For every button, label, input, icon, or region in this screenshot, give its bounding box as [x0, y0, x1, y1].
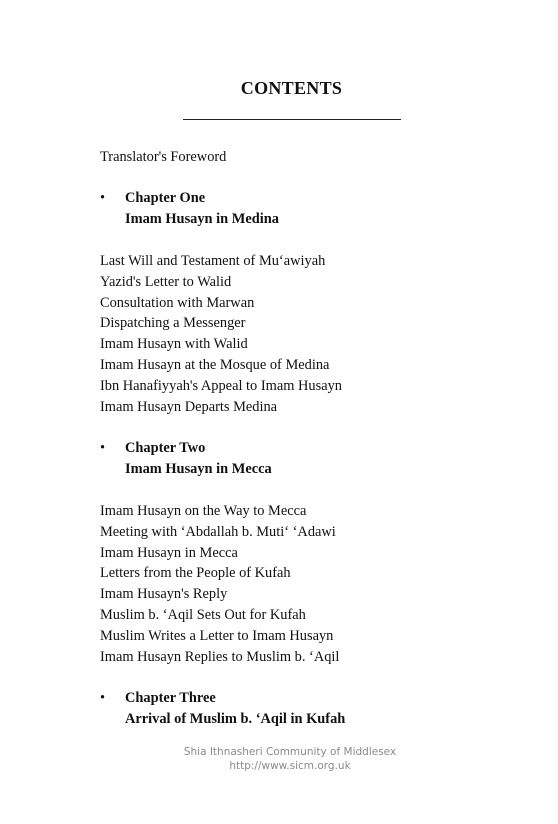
section-entry: Imam Husayn Replies to Muslim b. ‘Aqil	[100, 648, 340, 665]
chapter-title: Chapter Two	[125, 440, 206, 456]
chapter-subtitle: Arrival of Muslim b. ‘Aqil in Kufah	[125, 710, 346, 727]
section-entry: Imam Husayn on the Way to Mecca	[100, 503, 307, 519]
chapter-subtitle: Imam Husayn in Medina	[125, 210, 279, 227]
section-entry: Muslim Writes a Letter to Imam Husayn	[100, 627, 334, 644]
chapter-subtitle: Imam Husayn in Mecca	[125, 460, 272, 477]
chapter-title: Chapter Three	[125, 690, 216, 706]
section-entry: Yazid's Letter to Walid	[100, 273, 232, 290]
bullet-icon: •	[100, 190, 106, 206]
bullet-icon: •	[100, 440, 106, 456]
bullet-icon: •	[100, 690, 106, 706]
chapter-title: Chapter One	[125, 190, 206, 206]
title-underline	[183, 119, 401, 120]
section-entry: Consultation with Marwan	[100, 294, 255, 311]
section-entry: Imam Husayn Departs Medina	[100, 398, 278, 415]
section-entry: Imam Husayn in Mecca	[100, 544, 238, 561]
section-entry: Dispatching a Messenger	[100, 315, 246, 332]
footer-url[interactable]: http://www.sicm.org.uk	[229, 760, 351, 772]
section-entry: Ibn Hanafiyyah's Appeal to Imam Husayn	[100, 377, 342, 394]
page-title: CONTENTS	[240, 78, 343, 98]
section-entry: Muslim b. ‘Aqil Sets Out for Kufah	[100, 607, 306, 623]
section-entry: Meeting with ‘Abdallah b. Muti‘ ‘Adawi	[100, 523, 336, 540]
section-entry: Imam Husayn's Reply	[100, 586, 228, 603]
section-entry: Letters from the People of Kufah	[100, 565, 291, 582]
section-entry: Imam Husayn at the Mosque of Medina	[100, 357, 330, 373]
footer-organization: Shia Ithnasheri Community of Middlesex	[183, 746, 397, 758]
section-entry: Imam Husayn with Walid	[100, 336, 248, 353]
section-entry: Last Will and Testament of Mu‘awiyah	[100, 253, 326, 269]
foreword-entry: Translator's Foreword	[100, 149, 227, 165]
